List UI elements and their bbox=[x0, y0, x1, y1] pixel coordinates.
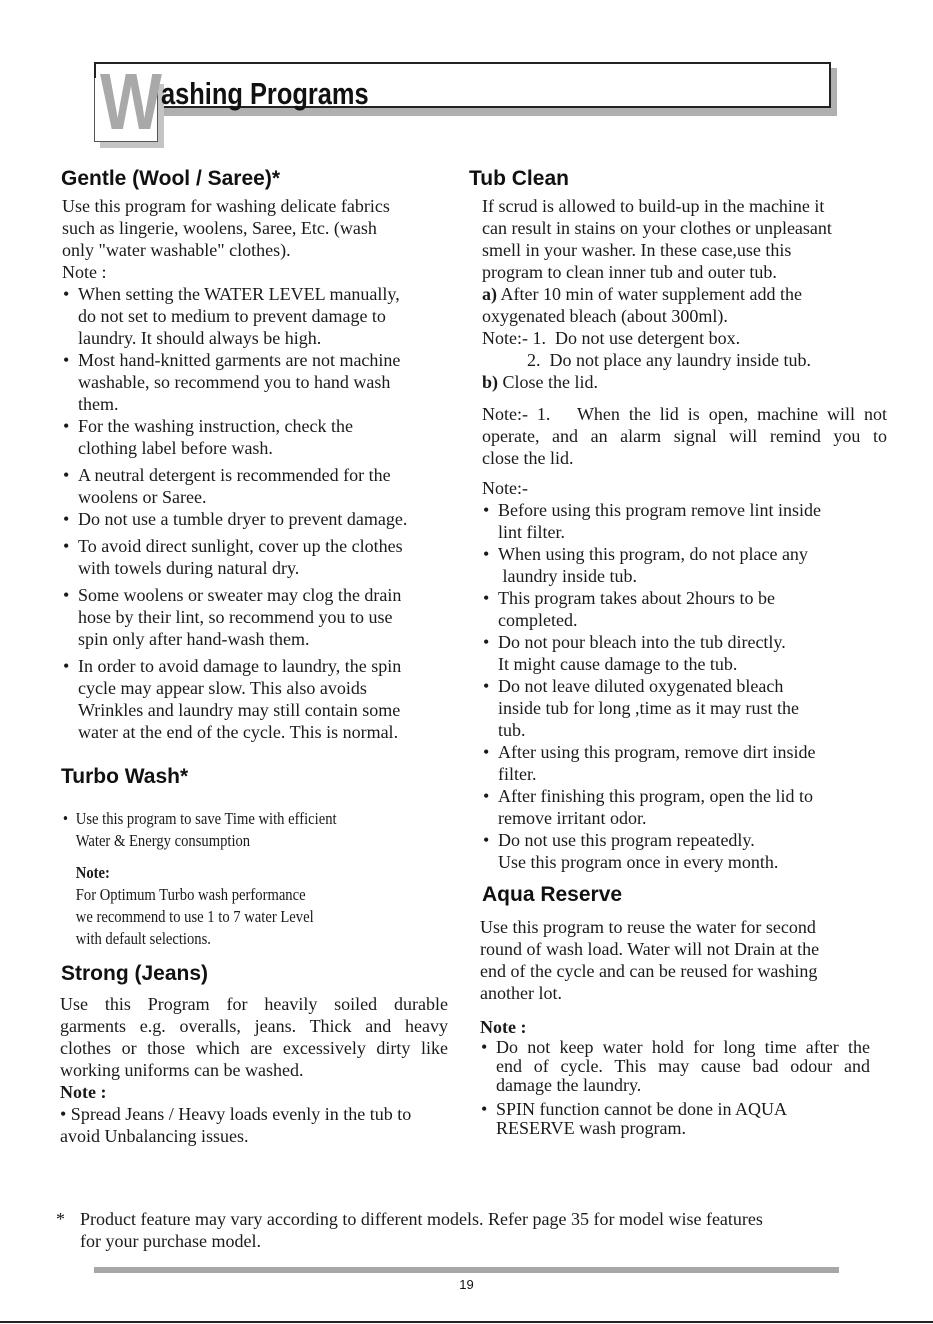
aqua-title: Aqua Reserve bbox=[482, 883, 623, 906]
list-item-line: laundry inside tub. bbox=[498, 566, 637, 586]
gentle-intro-line: Use this program for washing delicate fabrics bbox=[62, 196, 390, 216]
list-item bbox=[62, 808, 440, 852]
turbo-bullet-list bbox=[62, 808, 440, 852]
list-item bbox=[482, 587, 887, 631]
list-item-line: Water & Energy consumption bbox=[75, 831, 251, 850]
tub-body bbox=[482, 195, 887, 873]
list-item-line: • When setting the WATER LEVEL manually, bbox=[78, 284, 400, 304]
tub-bullet-list bbox=[482, 499, 887, 873]
list-item-line: • Use this program to save Time with efficient bbox=[75, 809, 337, 828]
list-item bbox=[482, 675, 887, 741]
strong-intro-line: clothes or those which are excessively dirty like bbox=[60, 1038, 448, 1058]
list-item-line: • For the washing instruction, check the bbox=[78, 416, 353, 436]
list-item bbox=[480, 1038, 870, 1095]
footnote-marker: * bbox=[56, 1209, 65, 1229]
strong-intro-line: Use this Program for heavily soiled durable bbox=[60, 994, 448, 1014]
bottom-rule bbox=[0, 1321, 933, 1323]
list-item-line: • Some woolens or sweater may clog the drain bbox=[78, 585, 402, 605]
strong-body bbox=[60, 993, 448, 1147]
list-item-line: spin only after hand-wash them. bbox=[78, 629, 310, 649]
tub-note-line: Note:- 1. Do not use detergent box. bbox=[482, 328, 741, 348]
list-item-line: It might cause damage to the tub. bbox=[498, 654, 738, 674]
list-item-line: inside tub for long ,time as it may rust the bbox=[498, 698, 799, 718]
list-item bbox=[62, 655, 447, 743]
turbo-note-line: we recommend to use 1 to 7 water Level bbox=[75, 907, 314, 926]
footnote-text bbox=[80, 1208, 860, 1252]
turbo-note-label: Note: bbox=[75, 863, 110, 882]
strong-intro-line: garments e.g. overalls, jeans. Thick and heavy bbox=[60, 1016, 448, 1036]
strong-note-line: • Spread Jeans / Heavy loads evenly in the tub to bbox=[60, 1104, 412, 1124]
footnote-line: for your purchase model. bbox=[80, 1231, 261, 1251]
list-item-line: • When using this program, do not place any bbox=[498, 544, 808, 564]
list-item-line: do not set to medium to prevent damage to bbox=[78, 306, 386, 326]
aqua-intro-line: another lot. bbox=[480, 983, 562, 1003]
list-item-line: • Do not keep water hold for long time after the bbox=[496, 1037, 870, 1057]
turbo-note-line: For Optimum Turbo wash performance bbox=[75, 885, 306, 904]
list-item-line: completed. bbox=[498, 610, 578, 630]
gentle-title: Gentle (Wool / Saree)* bbox=[61, 167, 280, 190]
list-item-line: • A neutral detergent is recommended for the bbox=[78, 465, 391, 485]
tub-intro-line: smell in your washer. In these case,use this bbox=[482, 240, 792, 260]
step-label: b) bbox=[482, 372, 499, 392]
list-item-line: water at the end of the cycle. This is normal. bbox=[78, 722, 399, 742]
aqua-intro-line: round of wash load. Water will not Drain at the bbox=[480, 939, 820, 959]
list-item bbox=[482, 631, 887, 675]
page-title: ashing Programs bbox=[161, 76, 369, 111]
list-item-line: lint filter. bbox=[498, 522, 565, 542]
footer-divider bbox=[94, 1267, 839, 1273]
list-item-line: • In order to avoid damage to laundry, the spin bbox=[78, 656, 402, 676]
step-label: a) bbox=[482, 284, 497, 304]
tub-note-line: operate, and an alarm signal will remind you to bbox=[482, 426, 887, 446]
gentle-bullet-list bbox=[62, 283, 447, 743]
list-item bbox=[482, 499, 887, 543]
list-item-line: • After finishing this program, open the lid to bbox=[498, 786, 813, 806]
strong-note-label: Note : bbox=[60, 1082, 107, 1102]
list-item bbox=[62, 349, 447, 415]
gentle-intro-line: only "water washable" clothes). bbox=[62, 240, 291, 260]
list-item-line: • Do not leave diluted oxygenated bleach bbox=[498, 676, 784, 696]
list-item-line: • Most hand-knitted garments are not machine bbox=[78, 350, 401, 370]
gentle-body bbox=[62, 195, 447, 743]
list-item bbox=[62, 508, 447, 530]
turbo-note-line: with default selections. bbox=[75, 929, 211, 948]
list-item-line: washable, so recommend you to hand wash bbox=[78, 372, 391, 392]
strong-intro-line: working uniforms can be washed. bbox=[60, 1060, 304, 1080]
footnote-line: Product feature may vary according to different models. Refer page 35 for model wise features bbox=[80, 1209, 763, 1229]
gentle-note-label: Note : bbox=[62, 262, 107, 282]
list-item bbox=[62, 415, 447, 459]
list-item-line: • Before using this program remove lint inside bbox=[498, 500, 821, 520]
list-item-line: RESERVE wash program. bbox=[496, 1118, 687, 1138]
list-item-line: Use this program once in every month. bbox=[498, 852, 779, 872]
list-item bbox=[62, 464, 447, 508]
list-item bbox=[482, 829, 887, 873]
tub-note-line: Note:- 1. When the lid is open, machine will not bbox=[482, 404, 887, 424]
list-item-line: • SPIN function cannot be done in AQUA bbox=[496, 1099, 787, 1119]
aqua-intro-line: Use this program to reuse the water for second bbox=[480, 917, 816, 937]
list-item-line: with towels during natural dry. bbox=[78, 558, 300, 578]
aqua-intro-line: end of the cycle and can be reused for washing bbox=[480, 961, 818, 981]
list-item-line: • Do not use a tumble dryer to prevent damage. bbox=[78, 509, 408, 529]
list-item-line: them. bbox=[78, 394, 119, 414]
list-item-line: hose by their lint, so recommend you to use bbox=[78, 607, 393, 627]
list-item bbox=[62, 283, 447, 349]
tub-intro-line: program to clean inner tub and outer tub. bbox=[482, 262, 777, 282]
strong-note-line: avoid Unbalancing issues. bbox=[60, 1126, 249, 1146]
tub-note-label: Note:- bbox=[482, 478, 528, 498]
step-text: After 10 min of water supplement add the bbox=[500, 284, 802, 304]
list-item-line: woolens or Saree. bbox=[78, 487, 207, 507]
list-item-line: filter. bbox=[498, 764, 537, 784]
turbo-body bbox=[62, 808, 440, 950]
list-item-line: laundry. It should always be high. bbox=[78, 328, 322, 348]
list-item-line: • Do not use this program repeatedly. bbox=[498, 830, 755, 850]
list-item-line: • This program takes about 2hours to be bbox=[498, 588, 775, 608]
list-item bbox=[482, 785, 887, 829]
tub-title: Tub Clean bbox=[469, 167, 569, 190]
tub-note-line: close the lid. bbox=[482, 448, 574, 468]
aqua-bullet-list bbox=[480, 1038, 870, 1138]
gentle-intro-line: such as lingerie, woolens, Saree, Etc. (wash bbox=[62, 218, 377, 238]
list-item-line: Wrinkles and laundry may still contain some bbox=[78, 700, 401, 720]
tub-step-a bbox=[482, 283, 887, 305]
header-initial-letter: W bbox=[100, 57, 159, 146]
step-text: Close the lid. bbox=[502, 372, 599, 392]
page-number: 19 bbox=[459, 1277, 474, 1292]
list-item bbox=[482, 741, 887, 785]
list-item bbox=[482, 543, 887, 587]
list-item-line: • After using this program, remove dirt inside bbox=[498, 742, 816, 762]
list-item-line: damage the laundry. bbox=[496, 1075, 642, 1095]
list-item-line: cycle may appear slow. This also avoids bbox=[78, 678, 367, 698]
strong-title: Strong (Jeans) bbox=[61, 962, 209, 985]
list-item bbox=[62, 535, 447, 579]
tub-step-a-line: oxygenated bleach (about 300ml). bbox=[482, 306, 728, 326]
list-item-line: clothing label before wash. bbox=[78, 438, 273, 458]
tub-note-line: 2. Do not place any laundry inside tub. bbox=[482, 350, 811, 370]
list-item-line: tub. bbox=[498, 720, 526, 740]
list-item-line: remove irritant odor. bbox=[498, 808, 647, 828]
tub-step-b bbox=[482, 371, 887, 393]
list-item-line: • Do not pour bleach into the tub directly. bbox=[498, 632, 786, 652]
list-item-line: end of cycle. This may cause bad odour and bbox=[496, 1056, 870, 1076]
aqua-body bbox=[480, 916, 870, 1138]
list-item-line: • To avoid direct sunlight, cover up the clothes bbox=[78, 536, 403, 556]
tub-intro-line: If scrud is allowed to build-up in the machine it bbox=[482, 196, 825, 216]
list-item bbox=[62, 584, 447, 650]
tub-intro-line: can result in stains on your clothes or unpleasant bbox=[482, 218, 832, 238]
turbo-title: Turbo Wash* bbox=[61, 765, 189, 788]
aqua-note-label: Note : bbox=[480, 1017, 527, 1037]
list-item bbox=[480, 1100, 870, 1138]
